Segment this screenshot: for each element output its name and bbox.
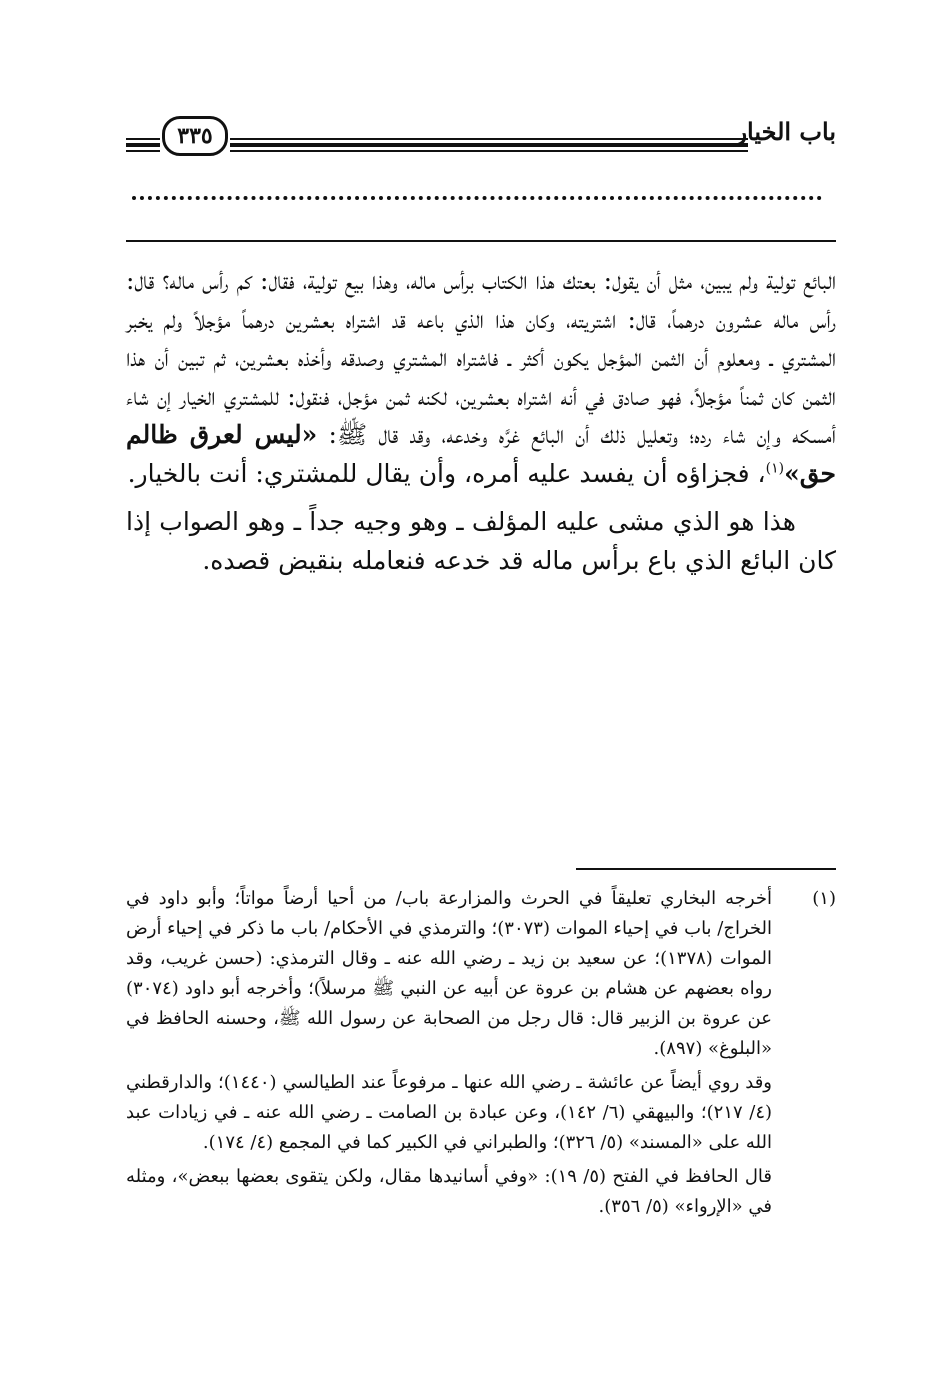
- content-rule: [126, 240, 836, 242]
- body-paragraph: [126, 262, 836, 493]
- header-rule: [230, 150, 748, 152]
- footnote-paragraph: أخرجه البخاري تعليقاً في الحرث والمزارعة باب/ من أحيا أرضاً مواتاً؛ وأبو داود في الخراج/ باب في إحياء الموات (٣٠٧٣)؛ والترمذي في الأحكام/ باب ما ذكر في إحياء أرض الموات (١٣٧٨)؛ عن سعيد بن زيد ـ رضي الله عنه ـ وقال الترمذي: (حسن غريب، وقد رواه بعضهم عن هشام بن عروة عن أبيه عن النبي ﷺ مرسلاً)؛ وأخرجه أبو داود (٣٠٧٤) عن عروة بن الزبير قال: قال رجل من الصحابة عن رسول الله ﷺ، وحسنه الحافظ في «البلوغ» (٨٩٧).: [126, 888, 773, 1059]
- body-text: ، فجزاؤه أن يفسد عليه أمره، وأن يقال للمشتري: أنت بالخيار.: [127, 458, 766, 488]
- main-text: [126, 262, 836, 590]
- running-header: [126, 102, 836, 162]
- header-rule: [126, 138, 160, 140]
- body-paragraph: هذا هو الذي مشى عليه المؤلف ـ وهو وجيه جداً ـ وهو الصواب إذا كان البائع الذي باع برأس ماله قد خدعه فنعامله بنقيض قصده.: [126, 507, 836, 575]
- header-rule: [126, 143, 160, 147]
- header-rule: [230, 143, 748, 147]
- body-text: البائع تولية ولم يبين، مثل أن يقول: بعتك هذا الكتاب برأس ماله، وهذا بيع تولية، فقال: كم رأس ماله؟ قال: رأس ماله عشرون درهماً، قال: اشتريته، وكان هذا الذي باعه قد اشتراه بعشرين درهماً مؤجلاً ولم يخبر المشتري ـ ومعلوم أن الثمن المؤجل يكون أكثر ـ فاشتراه المشتري وصدقه وأخذه بعشرين، ثم تبين أن هذا الثمن كان ثمناً مؤجلاً، فهو صادق في أنه اشتراه بعشرين، لكنه ثمن مؤجل، فنقول: للمشتري الخيار إن شاء أمسكه وإن شاء رده؛ وتعليل ذلك أن البائع غرَّه وخدعه، وقد قال ﷺ:: [126, 266, 836, 449]
- footnote: [126, 884, 836, 1222]
- footnotes: [126, 884, 836, 1226]
- footnote-paragraph: وقد روي أيضاً عن عائشة ـ رضي الله عنها ـ مرفوعاً عند الطيالسي (١٤٤٠)؛ والدارقطني (٤/ ٢١٧)؛ والبيهقي (٦/ ١٤٢)، وعن عبادة بن الصامت ـ رضي الله عنه ـ في زيادات عبد الله على «المسند» (٥/ ٣٢٦)؛ والطبراني في الكبير كما في المجمع (٤/ ١٧٤).: [126, 1072, 773, 1153]
- hadith-quote: «ليس لعرق ظالم حق»: [126, 420, 836, 488]
- footnote-marker: (١): [812, 888, 836, 909]
- header-rule: [230, 138, 748, 140]
- dotted-separator: [132, 196, 822, 214]
- footnote-paragraph: قال الحافظ في الفتح (٥/ ١٩): «وفي أسانيدها مقال، ولكن يتقوى بعضها ببعض»، ومثله في «الإرواء» (٥/ ٣٥٦).: [126, 1166, 772, 1217]
- footnote-rule: [576, 868, 836, 870]
- chapter-title: باب الخيار: [735, 117, 836, 146]
- page-number: ٣٣٥: [162, 116, 228, 156]
- header-rule: [126, 150, 160, 152]
- footnote-reference[interactable]: (١): [765, 460, 785, 477]
